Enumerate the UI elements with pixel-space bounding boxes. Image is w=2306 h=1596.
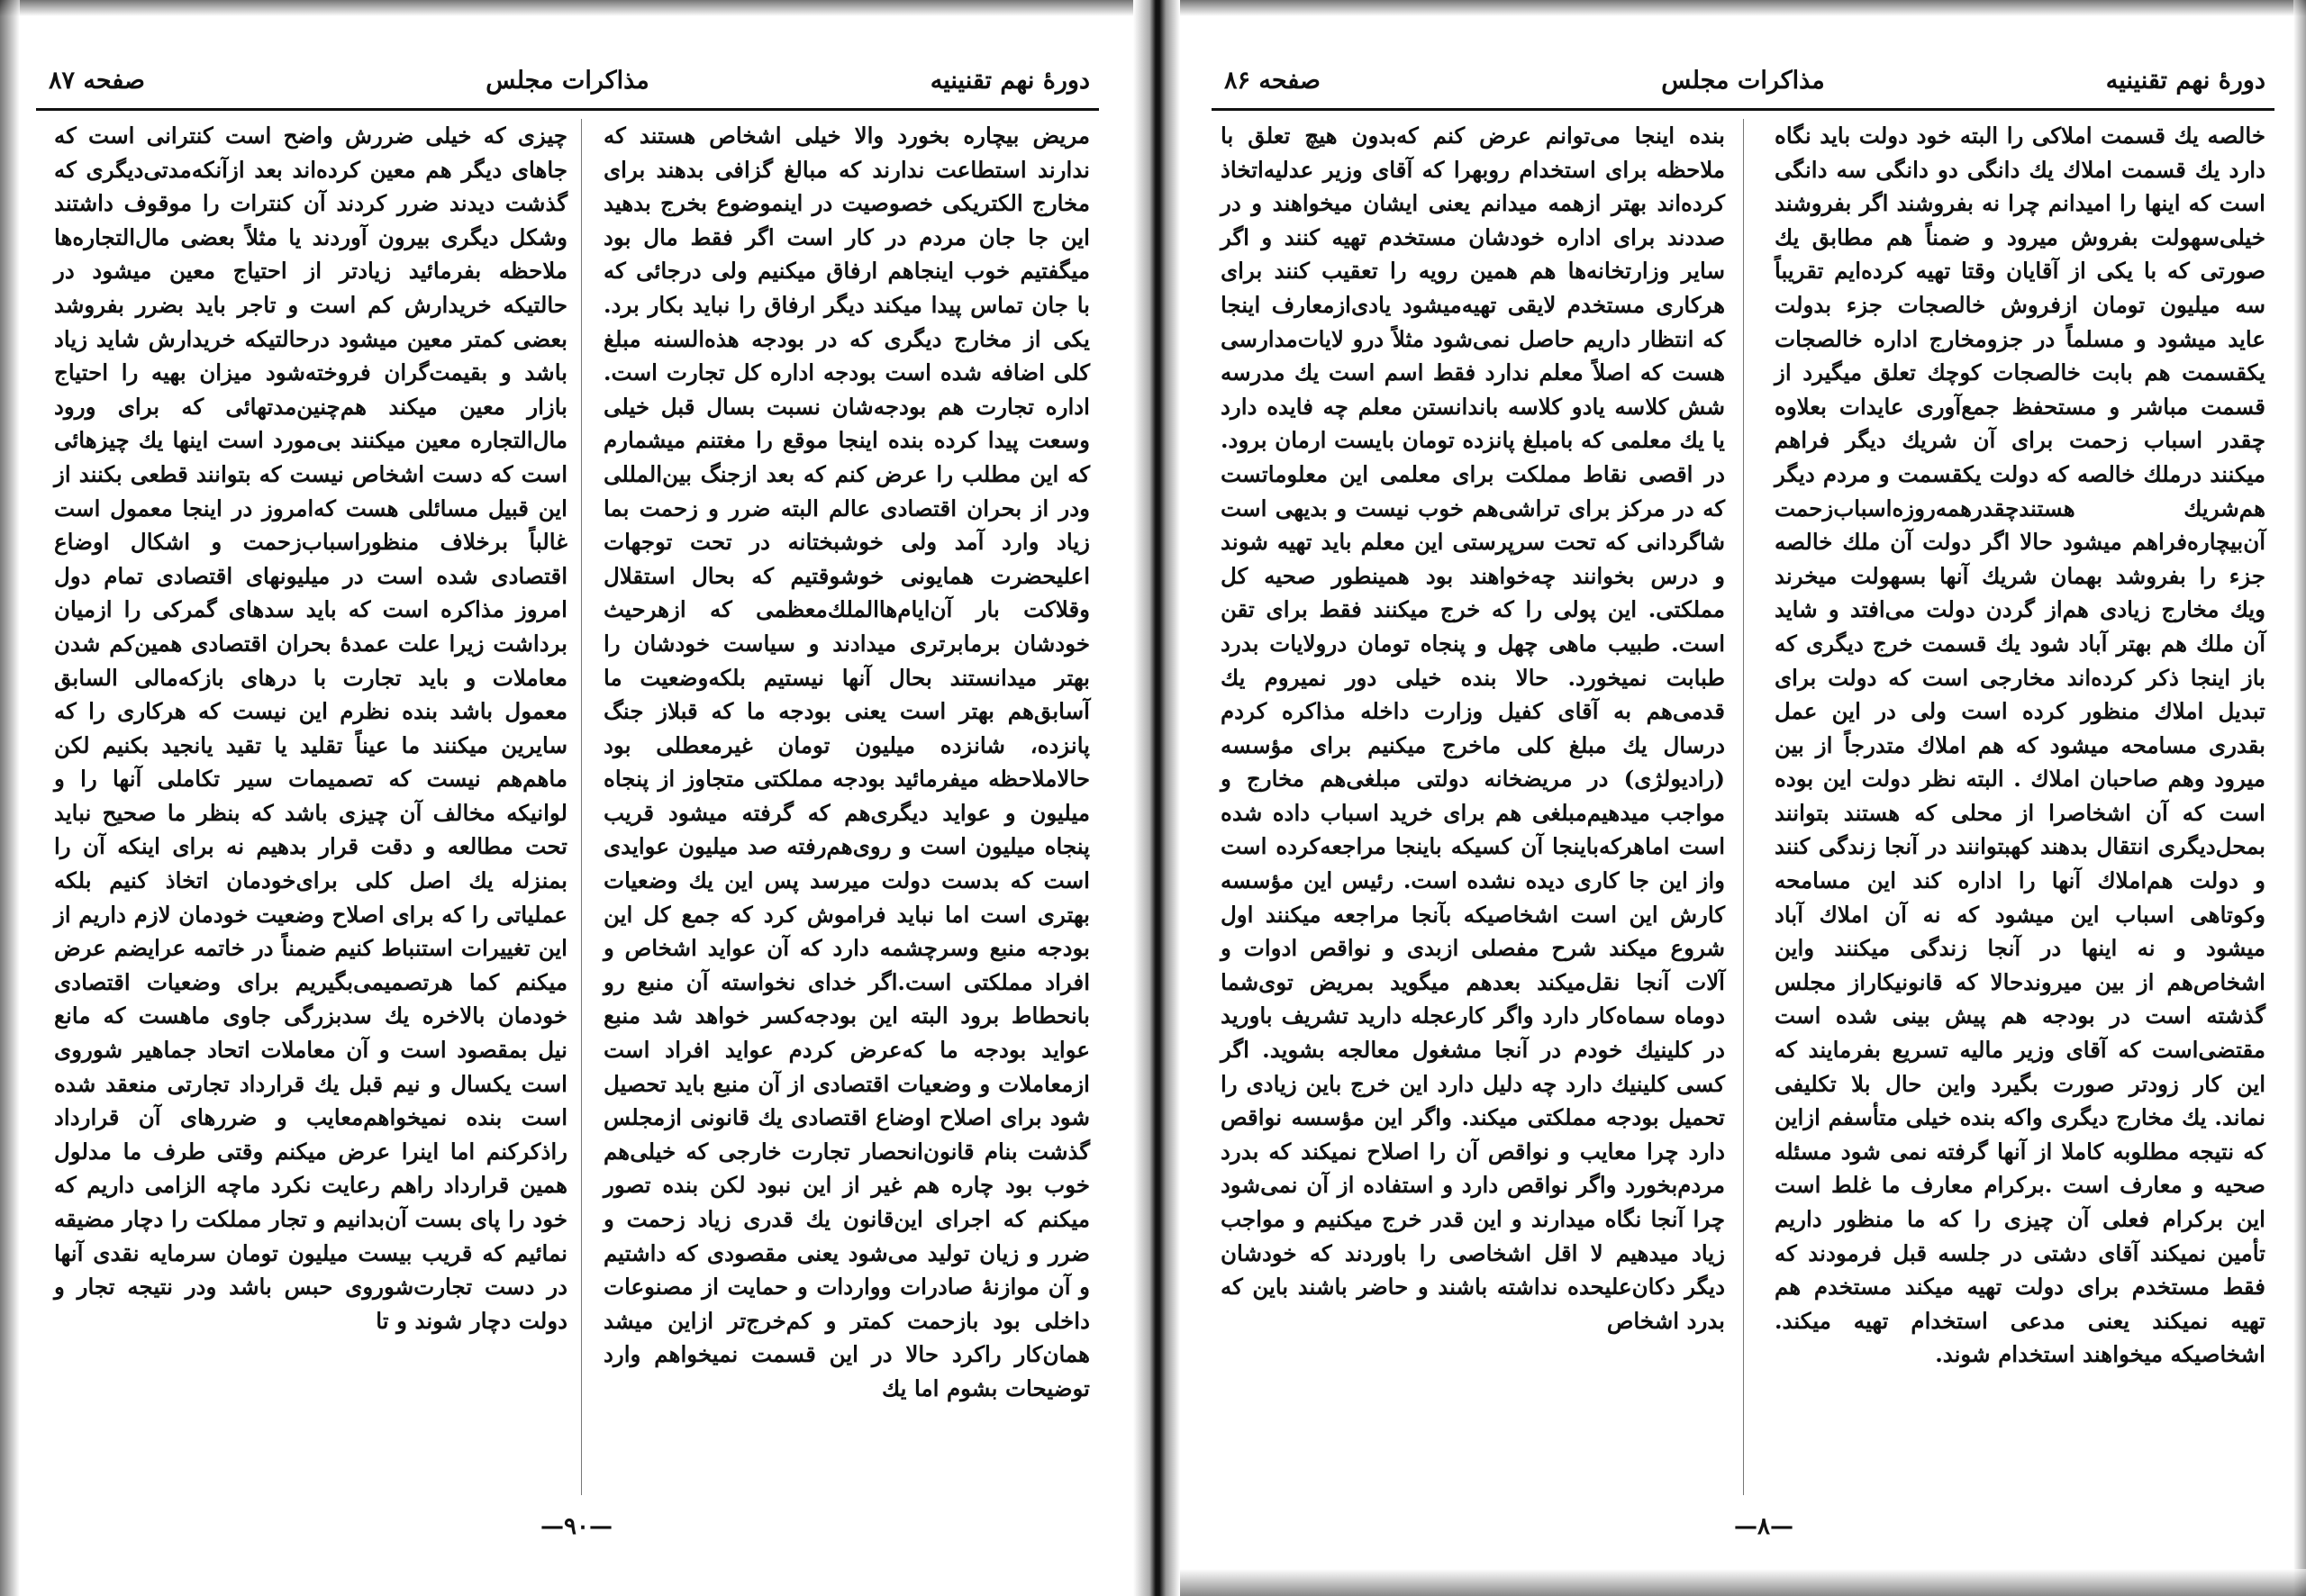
book-gutter	[1133, 0, 1180, 1596]
column-divider	[581, 119, 582, 1495]
text-column-left	[1221, 119, 1725, 1495]
page-title: مذاکرات مجلس	[486, 67, 649, 95]
column-text: بنده اینجا می‌توانم عرض کنم که‌بدون هیچ تعلق با ملاحظه برای استخدام روبهرا که آقای وزیر عدلیه‌اتخاذ کرده‌اند بهتر ازهمه میدانم یعنی ایشان میخواهند و در صددند برای اداره خودشان مستخدم تهیه کنند و اگر سایر وزارتخانه‌ها هم همین رویه را تعقیب کنند برای هرکاری مستخدم لایقی تهیه‌میشود یادی‌ازمعارف اینجا که انتظار داریم حاصل نمی‌شود مثلاً درو لایات‌مدارسی هست که اصلاً معلم ندارد فقط اسم است یك مدرسه شش کلاسه یادو کلاسه باندانستن معلم چه فایده دارد یا یك معلمی که بامبلغ پانزده تومان بایست ارمان برود. در اقصی نقاط مملکت برای معلمی این معلوماتست که در مرکز برای تراشی‌هم خوب نیست و بدیهی است شاگردانی که تحت سرپرستی این معلم باید تهیه شوند و درس بخوانند چه‌خواهند بود همینطور صحیه کل مملکتی. این پولی را که خرج میکنند فقط برای تقن است. طبیب ماهی چهل و پنجاه تومان درولایات بدرد طبابت نمیخورد. حالا بنده خیلی دور نمیروم یك قدمی‌هم به آقای کفیل وزارت داخله مذاکره کردم درسال یك مبلغ کلی ماخرج میکنیم برای مؤسسه (رادیولژی) در مریضخانه دولتی مبلغی‌هم مخارج و مواجب میدهیم‌مبلغی هم برای خرید اسباب داده شده است اماهرکه‌باینجا آن کسیکه باینجا مراجعه‌کرده است واز این جا کاری دیده نشده است. رئیس این مؤسسه کارش این است اشخاصیکه بآنجا مراجعه میکنند اول شروع میکند شرح مفصلی ازبدی و نواقص ادوات و آلات آنجا نقل‌میکند بعدهم میگوید بمریض توی‌شما دوماه سماه‌کار دارد واگر کارعجله دارید تشریف باورید در کلینیك خودم در آنجا مشغول معالجه بشوید. اگر کسی کلینیك دارد چه دلیل دارد این خرج باین زیادی را تحمیل بودجه مملکتی میکند. واگر این مؤسسه نواقص دارد چرا معایب و نواقص آن را اصلاح نمیکند که بدرد مردم‌بخورد واگر نواقص دارد و استفاده از آن نمی‌شود چرا آنجا نگاه میدارند و این قدر خرج میکنیم و مواجب زیاد میدهیم لا اقل اشخاصی را باوردند که خودشان دیگر دکان‌علیحده نداشته باشند و حاضر باشند باین که بدرد اشخاص	[1221, 122, 1725, 1334]
header-rule	[1212, 108, 2274, 111]
column-text: مریض بیچاره بخورد والا خیلی اشخاص هستند که ندارند استطاعت ندارند که مبالغ گزافی بدهند برای مخارج الکتریکی خصوصیت در اینموضوع بخرج بدهید این جا جان مردم در کار است اگر فقط مال بود میگفتیم خوب اینجاهم ارفاق میکنیم ولی درجائی که با جان تماس پیدا میکند دیگر ارفاق را نباید بکار برد. یکی از مخارج دیگری که در بودجه هذه‌السنه مبلغ کلی اضافه شده است بودجه اداره کل تجارت است. اداره تجارت هم بودجه‌شان نسبت بسال قبل خیلی وسعت پیدا کرده بنده اینجا موقع را مغتنم میشمارم که این مطلب را عرض کنم که بعد ازجنگ بین‌المللی ودر از بحران اقتصادی عالم البته ضرر و زحمت بما زیاد وارد آمد ولی خوشبختانه در تحت توجهات اعلیحضرت همایونی خوشوقتیم که بحال استقلال وقلاکت بار آن‌ایام‌ها‌الملك‌معظمی که ازهرحیث خودشان برمابرتری میدادند و سیاست خودشان را بهتر میدانستند بحال آنها نیستیم بلکه‌وضعیت ما آسابق‌هم بهتر است یعنی بودجه ما که قبلاز جنگ پانزده، شانزده میلیون تومان غیرمعطلی بود حالاملاحظه میفرمائید بودجه مملکتی متجاوز از پنجاه میلیون و عواید دیگری‌هم که گرفته میشود قریب پنجاه میلیون است و روی‌هم‌رفته صد میلیون عوایدی است که بدست دولت میرسد پس این یك وضعیات بهتری است اما نباید فراموش کرد که جمع کل این بودجه منبع وسرچشمه دارد که آن عواید اشخاص و افراد مملکتی است.اگر خدای نخواسته آن منبع رو بانحطاط برود البته این بودجه‌کسر خواهد شد منبع عواید بودجه ما که‌عرض کردم عواید افراد است ازمعاملات و وضعیات اقتصادی از آن منبع باید تحصیل شود برای اصلاح اوضاع اقتصادی یك قانونی ازمجلس گذشت بنام قانون‌انحصار تجارت خارجی که خیلی‌هم خوب بود چاره هم غیر از این نبود لکن بنده تصور میکنم که اجرای این‌قانون یك قدری زیاد زحمت و ضرر و زیان تولید می‌شود یعنی مقصودی که داشتیم و آن موازنهٔ صادرات وواردات و حمایت از مصنوعات داخلی بود بازحمت کمتر و کم‌خرج‌تر ازاین میشد همان‌کار راکرد حالا در این قسمت نمیخواهم وارد توضیحات بشوم اما یك	[604, 122, 1090, 1401]
text-columns	[1212, 119, 2274, 1495]
page-folio: —۸—	[1734, 1513, 1793, 1540]
column-text: خالصه یك قسمت املاکی را البته خود دولت باید نگاه دارد یك قسمت املاك یك دانگی دو دانگی سه دانگی است که اینها را امیدانم چرا نه بفروشند اگر بفروشند خیلی‌سهولت بفروش میرود و ضمناً هم مطابق یك صورتی که با یکی از آقایان وقتا تهیه کرده‌ایم تقریباً سه میلیون تومان ازفروش خالصجات جزء بدولت عاید میشود و مسلماً در جزو‌مخارج اداره خالصجات یکقسمت هم بابت خالصجات کوچك تعلق میگیرد از قسمت مباشر و مستحفظ جمع‌آوری عایدات بعلاوه چقدر اسباب زحمت برای آن شریك دیگر فراهم میکنند درملك خالصه که دولت یکقسمت و مردم دیگر هم‌شریك هستندچقدرهمه‌روزه‌اسباب‌زحمت آن‌بیچاره‌فراهم میشود حالا اگر دولت آن ملك خالصه جزء را بفروشد بهمان شریك آنها بسهولت میخرند ویك مخارج زیادی هم‌از گردن دولت می‌افتد و شاید آن ملك هم بهتر آباد شود یك قسمت خرج دیگری که باز اینجا ذکر کرده‌اند مخارجی است که دولت برای تبدیل املاك منظور کرده است ولی در این عمل بقدری مسامحه میشود که هم املاك متدرجاً از بین میرود وهم صاحبان املاك . البته نظر دولت این بوده است که آن اشخاصرا از محلی که هستند بتوانند بمحل‌دیگری انتقال بدهند کهبتوانند در آنجا زندگی کنند و دولت هم‌املاك آنها را اداره کند این مسامحه وکوتاهی اسباب این میشود که نه آن املاك آباد میشود و نه اینها در آنجا زندگی میکنند واین اشخاص‌هم از بین میروندحالا که قانونیکاراز مجلس گذشته است در بودجه هم پیش بینی شده است مقتضی‌است که آقای وزیر مالیه تسریع بفرمایند که این کار زودتر صورت بگیرد واین حال بلا تکلیفی نماند. یك مخارج دیگری واکه بنده خیلی متأسفم ازاین که نتیجه مطلوبه کاملا از آنها گرفته نمی شود مسئله صحیه و معارف است .برکرام معارف ما غلط است این برکرام فعلی آن چیزی را که ما منظور داریم تأمین نمیکند آقای دشتی در جلسه قبل فرمودند که فقط مستخدم برای دولت تهیه میکند مستخدم هم تهیه نمیکند یعنی مدعی استخدام تهیه میکند. اشخاصیکه میخواهند استخدام شوند.	[1775, 122, 2265, 1368]
running-head	[36, 67, 1099, 119]
text-column-left	[54, 119, 567, 1495]
page-number: صفحه ۸۶	[1224, 67, 1321, 95]
page-folio: —۹۰—	[540, 1513, 613, 1540]
running-head	[1212, 67, 2274, 119]
column-text: چیزی که خیلی ضررش واضح است کنترانی است که جاهای دیگر هم معین کرده‌اند بعد ازآنکه‌مدتی‌دیگری که گذشت دیدند ضرر کردند آن کنترات را موقوف داشتند وشکل دیگری بیرون آوردند یا مثلاً بعضی مال‌التجاره‌ها ملاحظه بفرمائید زیادتر از احتیاج معین میشود در حالتیکه خریدارش کم است و تاجر باید بضرر بفروشد بعضی کمتر معین میشود درحالتیکه خریدارش شاید زیاد باشد و بقیمت‌گران فروخته‌شود میزان بهیه را احتیاج بازار معین میکند هم‌چنین‌مدتهائی که برای ورود مال‌التجاره معین میکنند بی‌مورد است اینها یك چیزهائی است که دست اشخاص نیست که بتوانند قطعی بکنند از این قبیل مسائلی هست که‌امروز در اینجا معمول است غالباً برخلاف منظوراسباب‌زحمت و اشکال اوضاع اقتصادی شده است در میلیونهای اقتصادی تمام دول امروز مذاکره است که باید سدهای گمرکی را ازمیان برداشت زیرا علت عمدهٔ بحران اقتصادی همین‌کم شدن معاملات و باید تجارت با درهای بازکه‌مالی السابق معمول باشد بنده نظرم این نیست که هرکاری را که سایرین میکنند ما عیناً تقلید یا تقید یانجید بکنیم لکن ماهم‌هم نیست که تصمیمات سیر تکاملی آنها را و لوانیکه مخالف آن چیزی باشد که بنظر ما صحیح نباید تحت مطالعه و دقت قرار بدهیم نه برای اینکه آن را بمنزله یك اصل کلی برای‌خودمان اتخاذ کنیم بلکه عملیاتی را که برای اصلاح وضعیت خودمان لازم داریم از این تغییرات استنباط کنیم ضمناً در خاتمه عرایضم عرض میکنم کما هرتصمیمی‌بگیریم برای وضعیات اقتصادی خودمان بالاخره یك سدبزرگی جاوی ماهست که مانع نیل بمقصود است و آن معاملات اتحاد جماهیر شوروی است یکسال و نیم قبل یك قرارداد تجارتی منعقد شده است بنده نمیخواهم‌معایب و ضررهای آن قرارداد راذکرکنم اما اینرا عرض میکنم وقتی طرف ما مدلول همین قرارداد راهم رعایت نکرد ماچه الزامی داریم که خود را پای بست آن‌بدانیم و تجار مملکت را دچار مضیقه نمائیم که قریب بیست میلیون تومان سرمایه نقدی آنها در دست تجارت‌شوروی حبس باشد ودر نتیجه تجار و دولت دچار شوند و تا	[54, 122, 567, 1334]
series-title: دورهٔ نهم تقنینیه	[930, 67, 1090, 95]
page-title: مذاکرات مجلس	[1661, 67, 1825, 95]
page-number: صفحه ۸۷	[49, 67, 145, 95]
scan-edge-right	[2293, 0, 2306, 1596]
right-page	[1212, 36, 2274, 1567]
text-column-right	[604, 119, 1090, 1495]
scan-edge-bottom	[1162, 1569, 2306, 1596]
text-columns	[36, 119, 1099, 1495]
column-divider	[1743, 119, 1744, 1495]
header-rule	[36, 108, 1099, 111]
scan-edge-left	[0, 0, 20, 1596]
text-column-right	[1775, 119, 2265, 1495]
series-title: دورهٔ نهم تقنینیه	[2105, 67, 2265, 95]
left-page	[36, 36, 1099, 1567]
